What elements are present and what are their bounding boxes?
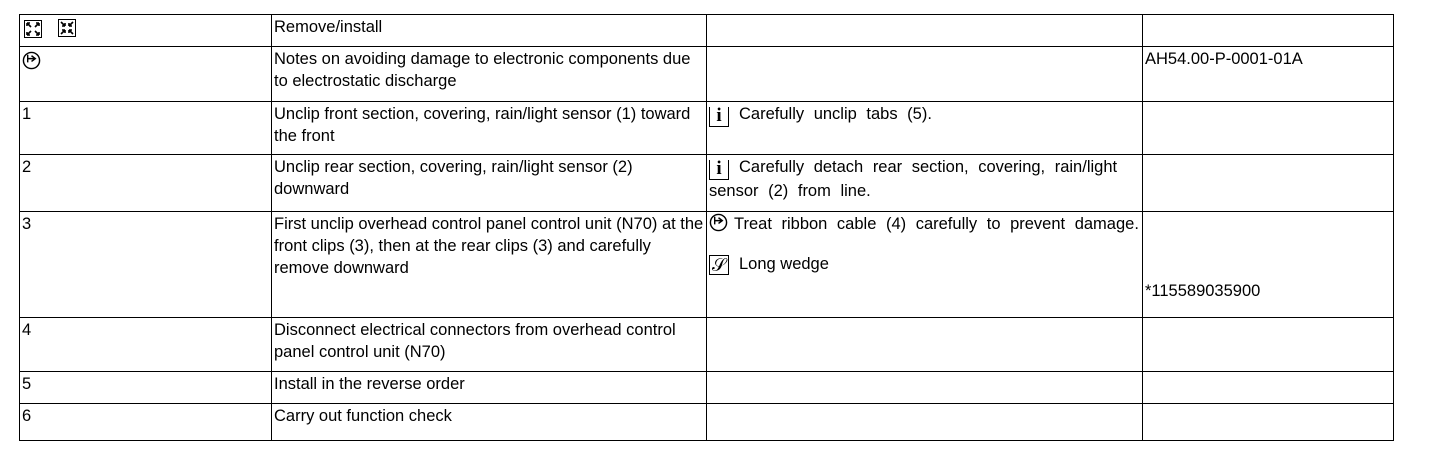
reference-cell: AH54.00-P-0001-01A (1143, 47, 1394, 102)
action-cell: Unclip front section, covering, rain/light sensor (1) toward the front (272, 102, 707, 155)
table-row (20, 404, 1394, 441)
special-tool-icon: 𝒮 (709, 255, 729, 275)
note-cell (707, 404, 1143, 441)
step-number: 1 (20, 102, 272, 155)
table-row (20, 372, 1394, 404)
step-number: 2 (20, 155, 272, 212)
table-row (20, 212, 1394, 318)
step-number: 6 (20, 404, 272, 441)
info-icon: i (709, 107, 729, 127)
reference-cell (1143, 155, 1394, 212)
procedure-table (19, 14, 1394, 441)
action-cell: Remove/install (272, 15, 707, 47)
note-cell (707, 15, 1143, 47)
table-row (20, 102, 1394, 155)
note-cell (707, 318, 1143, 372)
table-row (20, 155, 1394, 212)
tool-part-number: *115589035900 (1145, 282, 1261, 300)
tool-name: Long wedge (739, 255, 829, 273)
note-cell (707, 212, 1143, 318)
attention-circle-icon (709, 213, 728, 232)
action-cell: First unclip overhead control panel control unit (N70) at the front clips (3), then at the rear clips (3) and carefully remove downward (272, 212, 707, 318)
action-cell: Install in the reverse order (272, 372, 707, 404)
table-row (20, 47, 1394, 102)
reference-cell (1143, 212, 1394, 318)
reference-cell (1143, 372, 1394, 404)
action-cell: Unclip rear section, covering, rain/light sensor (2) downward (272, 155, 707, 212)
table-row (20, 15, 1394, 47)
info-icon: i (709, 160, 729, 180)
note-text: Carefully detach rear section, covering, rain/light sensor (2) from line. (709, 158, 1118, 200)
reference-cell (1143, 404, 1394, 441)
attention-circle-icon (22, 51, 41, 70)
note-text: Treat ribbon cable (4) carefully to prevent damage. (734, 215, 1139, 233)
action-cell: Carry out function check (272, 404, 707, 441)
step-number: 5 (20, 372, 272, 404)
action-cell: Disconnect electrical connectors from overhead control panel control unit (N70) (272, 318, 707, 372)
table-row (20, 318, 1394, 372)
note-cell (707, 47, 1143, 102)
step-cell (20, 47, 272, 102)
step-number: 3 (20, 212, 272, 318)
note-text: Carefully unclip tabs (5). (739, 105, 932, 123)
action-cell: Notes on avoiding damage to electronic components due to electrostatic discharge (272, 47, 707, 102)
step-number: 4 (20, 318, 272, 372)
reference-cell (1143, 102, 1394, 155)
remove-arrows-icon (24, 20, 42, 38)
install-arrows-icon (58, 19, 76, 37)
reference-cell (1143, 318, 1394, 372)
step-cell (20, 15, 272, 47)
note-cell (707, 102, 1143, 155)
note-cell (707, 372, 1143, 404)
note-cell (707, 155, 1143, 212)
tool-line (709, 253, 1140, 275)
reference-cell (1143, 15, 1394, 47)
